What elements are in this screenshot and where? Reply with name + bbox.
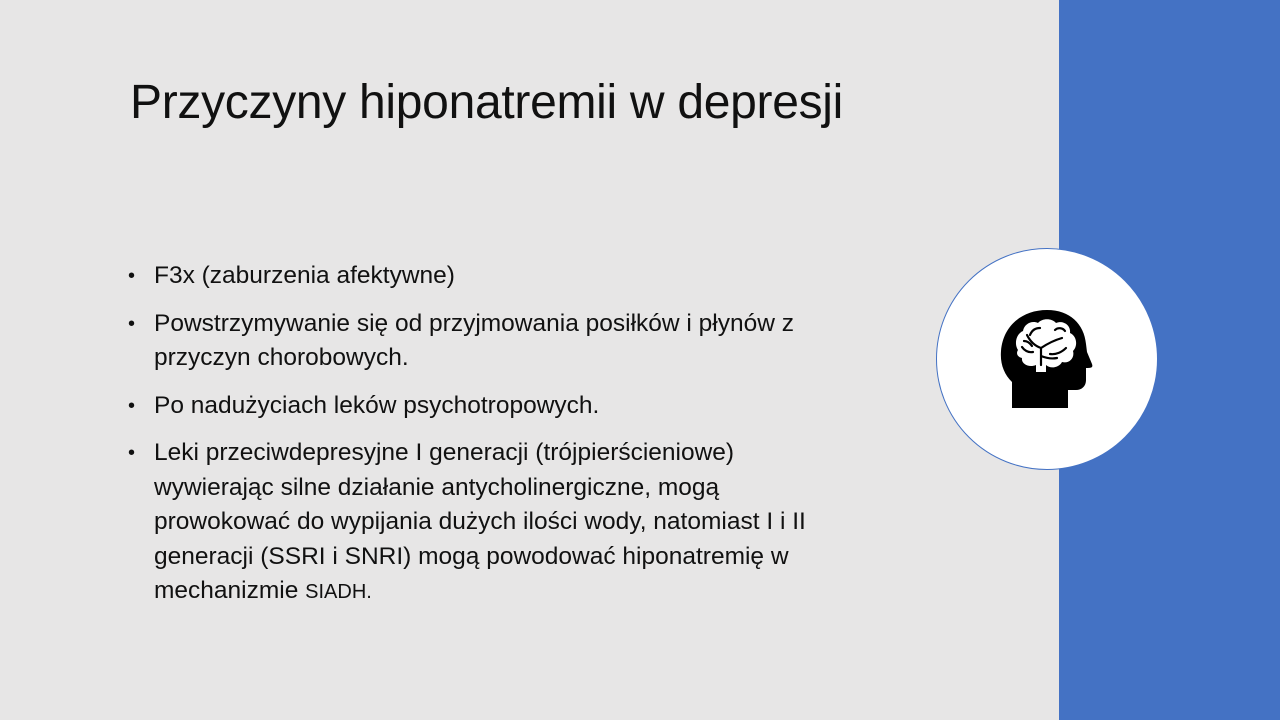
bullet-marker: • [128,442,136,464]
bullet-item [128,436,808,610]
bullet-item [128,259,808,294]
bullet-text-suffix: SIADH. [305,581,372,603]
bullet-list [128,259,808,623]
brain-head-icon [1000,308,1094,412]
bullet-text: Powstrzymywanie się od przyjmowania posiłków i płynów z przyczyn chorobowych. [154,309,794,371]
bullet-marker: • [128,394,136,417]
bullet-marker: • [128,265,136,287]
bullet-text: Po nadużyciach leków psychotropowych. [154,391,600,419]
bullet-item [128,307,808,376]
slide-title: Przyczyny hiponatremii w depresji [130,76,844,129]
bullet-text: Leki przeciwdepresyjne I generacji (trójpierścieniowe) wywierając silne działanie antycholinergiczne, mogą prowokować do wypijania dużych ilości wody, natomiast I i II generacji (SSRI i SNRI) mogą powodować hiponatremię w mechanizmie [154,439,806,604]
bullet-marker: • [128,312,136,335]
bullet-text: F3x (zaburzenia afektywne) [154,262,455,289]
bullet-item [128,389,808,424]
